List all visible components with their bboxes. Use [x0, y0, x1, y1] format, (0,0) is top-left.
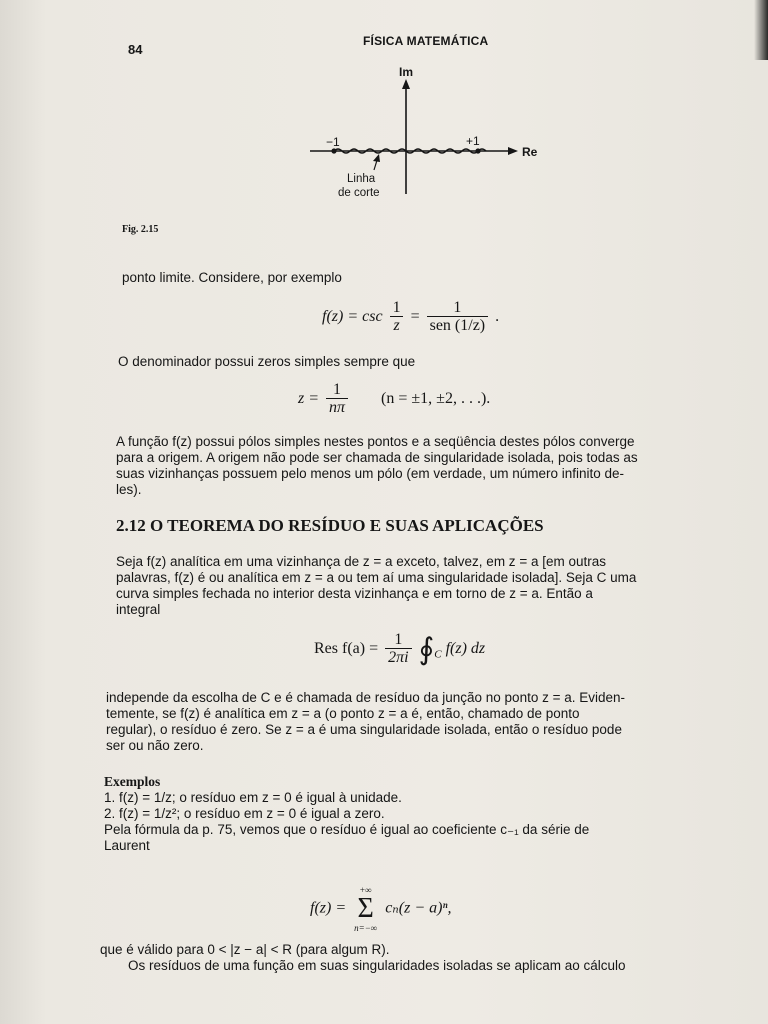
eq2-num: 1 [333, 381, 342, 398]
equation-zeros [298, 382, 490, 417]
eq4-term: cₙ(z − a)ⁿ, [385, 899, 452, 917]
residue-paragraph [106, 690, 712, 754]
figure-caption: Fig. 2.15 [122, 224, 159, 235]
cut-label-line2: de corte [338, 187, 380, 199]
eq2-den: nπ [326, 398, 348, 417]
eq3-lhs: Res f(a) = [314, 640, 379, 658]
page-edge-shadow [754, 0, 768, 60]
examples-heading: Exemplos [104, 774, 161, 789]
point-plus-one [475, 148, 480, 153]
closing-line-1: que é válido para 0 < |z − a| < R (para algum R). [100, 942, 390, 957]
def-line-3: curva simples fechada no interior desta vizinhança e em torno de z = a. Então a [116, 586, 593, 601]
page-number: 84 [128, 42, 143, 57]
eq3-den: 2πi [385, 648, 411, 667]
eq1-frac1-den: z [390, 316, 402, 335]
def-line-1: Seja f(z) analítica em uma vizinhança de z = a exceto, talvez, em z = a [em outras [116, 554, 606, 569]
summation [354, 884, 377, 934]
closing-line-2: Os resíduos de uma função em suas singularidades isoladas se aplicam ao cálculo [128, 958, 626, 973]
eq1-frac2-den: sen (1/z) [427, 316, 489, 335]
eq3-contour: C [434, 648, 442, 661]
re-label: Re [522, 145, 538, 159]
imaginary-axis-arrow-icon [402, 79, 410, 89]
eq3-num: 1 [394, 631, 403, 648]
examples-line-4: Laurent [104, 838, 150, 853]
poles-line-1: A função f(z) possui pólos simples nestes pontos e a seqüência destes pólos converge [116, 434, 635, 449]
cut-pointer-arrow-icon [373, 154, 380, 162]
residue-line-3: regular), o resíduo é zero. Se z = a é uma singularidade isolada, então o resíduo pode [106, 722, 622, 737]
intro-line: ponto limite. Considere, por exemplo [122, 270, 342, 285]
eq3-fraction [385, 632, 411, 667]
def-line-2: palavras, f(z) é ou analítica em z = a ou tem aí uma singularidade isolada]. Seja C uma [116, 570, 637, 585]
eq1-frac1-num: 1 [392, 299, 401, 316]
eq1-tail: . [495, 308, 500, 326]
eq3-integrand: f(z) dz [445, 640, 486, 658]
example-1: 1. f(z) = 1/z; o resíduo em z = 0 é igual à unidade. [104, 790, 402, 805]
real-axis-arrow-icon [508, 147, 518, 155]
example-2: 2. f(z) = 1/z²; o resíduo em z = 0 é igual a zero. [104, 806, 385, 821]
cut-label-line1: Linha [347, 173, 376, 185]
sum-upper-limit: +∞ [359, 885, 372, 895]
poles-line-3: suas vizinhanças possuem pelo menos um pólo (em verdade, um número infinito de- [116, 466, 625, 481]
examples-block [104, 774, 712, 854]
eq1-frac2-num: 1 [453, 299, 462, 316]
sum-lower-limit: n=−∞ [354, 923, 378, 933]
im-label: Im [399, 65, 414, 79]
equation-csc [322, 300, 499, 335]
residue-line-1: independe da escolha de C e é chamada de resíduo da junção no ponto z = a. Eviden- [106, 690, 625, 705]
residue-line-4: ser ou não zero. [106, 738, 204, 753]
contour-integral-icon: ∮ [418, 633, 435, 666]
eq1-lhs: f(z) = csc [322, 308, 383, 326]
eq2-fraction [326, 382, 348, 417]
branch-cut-figure [300, 62, 550, 202]
zeros-paragraph: O denominador possui zeros simples sempre que [118, 354, 416, 369]
eq1-fraction-2 [427, 300, 489, 335]
equation-laurent [310, 884, 452, 934]
poles-paragraph [116, 434, 712, 498]
eq1-equals: = [410, 308, 420, 326]
closing-paragraph [100, 942, 712, 974]
plus-one-label: +1 [466, 134, 480, 148]
def-line-4: integral [116, 602, 161, 617]
sigma-icon: Σ [357, 893, 374, 924]
equation-residue [314, 632, 485, 667]
eq4-lhs: f(z) = [310, 899, 347, 917]
eq2-lhs: z = [298, 390, 320, 408]
definition-paragraph [116, 554, 712, 618]
residue-line-2: temente, se f(z) é analítica em z = a (o ponto z = a é, então, chamado de ponto [106, 706, 580, 721]
running-head: FÍSICA MATEMÁTICA [363, 34, 489, 48]
minus-one-label: −1 [326, 135, 340, 149]
point-minus-one [331, 148, 336, 153]
poles-line-2: para a origem. A origem não pode ser chamada de singularidade isolada, pois todas as [116, 450, 638, 465]
eq1-fraction-1 [390, 300, 404, 335]
eq2-condition: (n = ±1, ±2, . . .). [381, 390, 491, 408]
section-title: 2.12 O TEOREMA DO RESÍDUO E SUAS APLICAÇÕES [116, 516, 544, 535]
poles-line-4: les). [116, 482, 142, 497]
examples-line-3: Pela fórmula da p. 75, vemos que o resíduo é igual ao coeficiente c₋₁ da série de [104, 822, 590, 837]
